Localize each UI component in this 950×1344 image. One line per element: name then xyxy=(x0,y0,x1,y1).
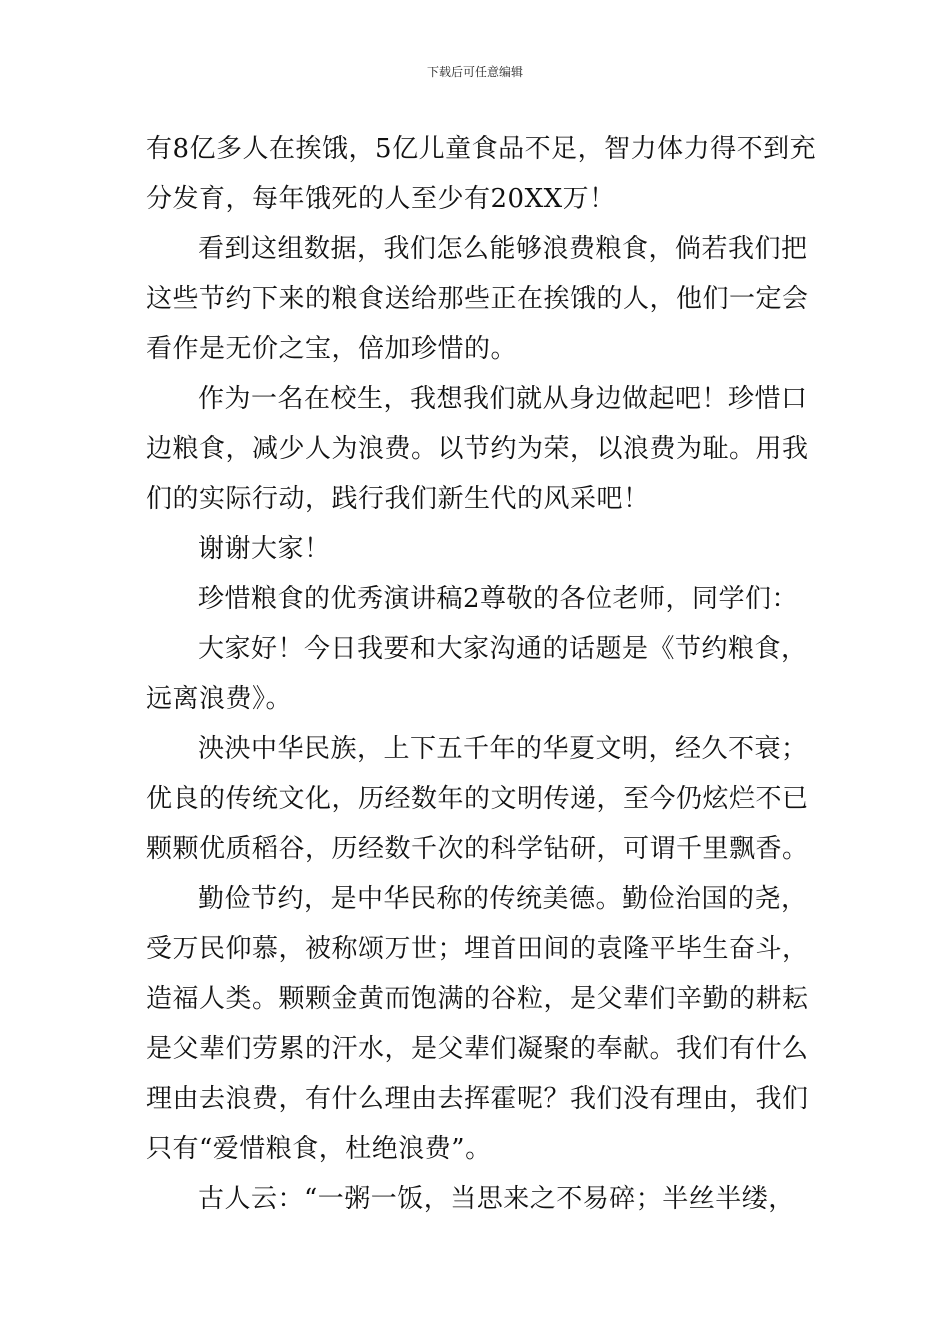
paragraph-first-line: 泱泱中华民族，上下五千年的华夏文明，经久不衰； xyxy=(198,734,808,764)
body-line: 理由去浪费，有什么理由去挥霍呢？我们没有理由，我们 xyxy=(146,1084,809,1114)
body-line: 是父辈们劳累的汗水，是父辈们凝聚的奉献。我们有什么 xyxy=(146,1034,809,1064)
body-line: 边粮食，减少人为浪费。以节约为荣，以浪费为耻。用我 xyxy=(146,434,809,464)
paragraph-first-line: 古人云：“一粥一饭，当思来之不易碎；半丝半缕， xyxy=(198,1184,795,1214)
body-line: 优良的传统文化，历经数年的文明传递，至今仍炫烂不已 xyxy=(146,784,809,814)
body-line: 远离浪费》。 xyxy=(146,684,293,714)
body-line: 只有“爱惜粮食，杜绝浪费”。 xyxy=(146,1134,492,1164)
body-line: 看作是无价之宝，倍加珍惜的。 xyxy=(146,334,518,364)
body-line: 颗颗优质稻谷，历经数千次的科学钻研，可谓千里飘香。 xyxy=(146,834,809,864)
body-line: 这些节约下来的粮食送给那些正在挨饿的人，他们一定会 xyxy=(146,284,809,314)
paragraph-first-line: 谢谢大家！ xyxy=(198,534,331,564)
page-header: 下载后可任意编辑 xyxy=(426,65,523,79)
body-line: 有8亿多人在挨饿，5亿儿童食品不足，智力体力得不到充 xyxy=(146,134,817,164)
body-line: 分发育，每年饿死的人至少有20XX万！ xyxy=(146,184,616,214)
paragraph-first-line: 勤俭节约，是中华民称的传统美德。勤俭治国的尧， xyxy=(198,884,808,914)
paragraph-first-line: 看到这组数据，我们怎么能够浪费粮食，倘若我们把 xyxy=(198,234,808,264)
body-line: 造福人类。颗颗金黄而饱满的谷粒，是父辈们辛勤的耕耘 xyxy=(146,984,809,1014)
speech-title-line: 珍惜粮食的优秀演讲稿2尊敬的各位老师，同学们： xyxy=(198,584,799,614)
paragraph-first-line: 大家好！今日我要和大家沟通的话题是《节约粮食， xyxy=(198,634,808,664)
body-line: 受万民仰慕，被称颂万世；埋首田间的袁隆平毕生奋斗， xyxy=(146,934,809,964)
body-line: 们的实际行动，践行我们新生代的风采吧！ xyxy=(146,484,650,514)
paragraph-first-line: 作为一名在校生，我想我们就从身边做起吧！珍惜口 xyxy=(198,384,808,414)
